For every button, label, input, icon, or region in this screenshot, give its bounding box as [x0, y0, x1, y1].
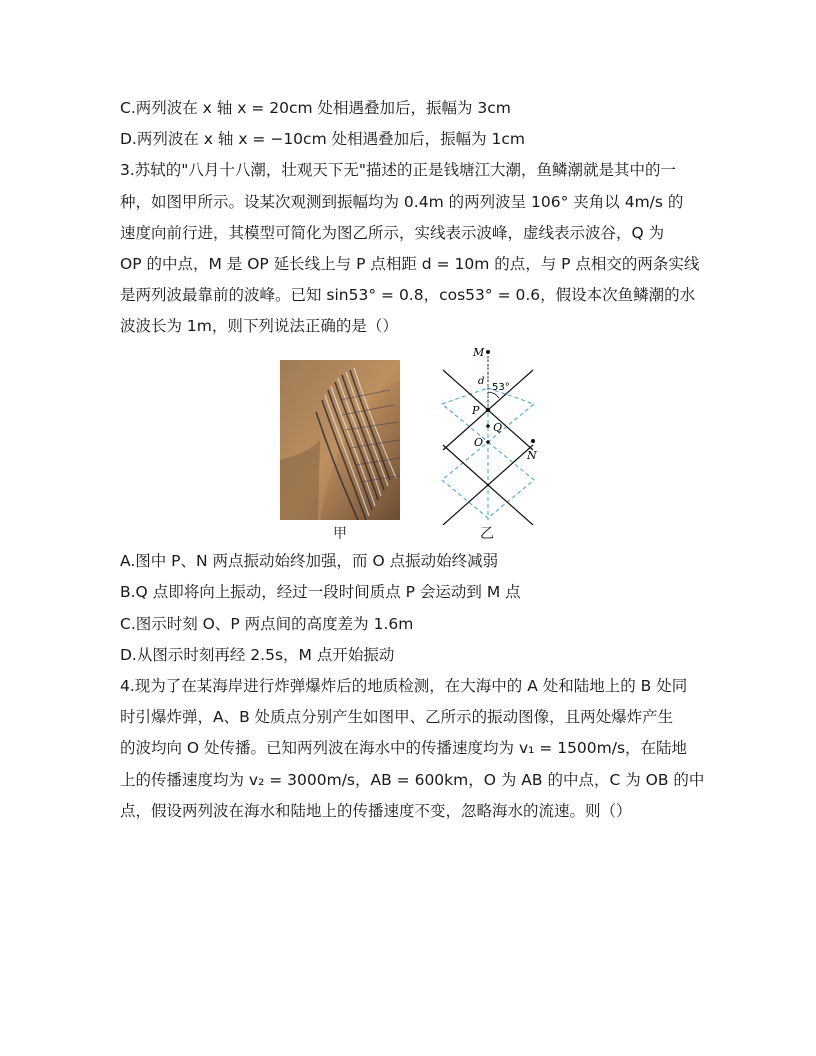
label-m: M — [473, 346, 485, 359]
question-3-line-2: 种，如图甲所示。设某次观测到振幅均为 0.4m 的两列波呈 106° 夹角以 4m/s 的 — [120, 193, 684, 211]
question-3-line-4: OP 的中点，M 是 OP 延长线上与 P 点相距 d = 10m 的点，与 P 点相交的两条实线 — [120, 255, 700, 273]
point-p — [486, 408, 490, 412]
question-4-line-1: 4.现为了在某海岸进行炸弹爆炸后的地质检测，在大海中的 A 处和陆地上的 B 处同 — [120, 677, 688, 695]
question-4-line-2: 时引爆炸弹，A、B 处质点分别产生如图甲、乙所示的振动图像，且两处爆炸产生 — [120, 708, 674, 726]
caption-jia: 甲 — [333, 526, 347, 542]
option-d-prev: D.两列波在 x 轴 x = −10cm 处相遇叠加后，振幅为 1cm — [120, 130, 525, 148]
label-q: Q — [493, 421, 503, 434]
caption-yi: 乙 — [480, 526, 494, 542]
question-4-line-5: 点，假设两列波在海水和陆地上的传播速度不变，忽略海水的流速。则（） — [120, 802, 632, 820]
option-c: C.图示时刻 O、P 两点间的高度差为 1.6m — [120, 615, 414, 633]
question-3-line-3: 速度向前行进，其模型可简化为图乙所示，实线表示波峰，虚线表示波谷，Q 为 — [120, 224, 665, 242]
option-d: D.从图示时刻再经 2.5s，M 点开始振动 — [120, 646, 395, 664]
point-q — [486, 424, 490, 428]
label-d: d — [478, 376, 485, 387]
point-m — [486, 350, 490, 354]
question-3-line-6: 波波长为 1m，则下列说法正确的是（） — [120, 317, 398, 335]
trough-lines — [442, 350, 534, 520]
option-c-prev: C.两列波在 x 轴 x = 20cm 处相遇叠加后，振幅为 3cm — [120, 99, 511, 117]
label-n: N — [527, 449, 537, 462]
question-4-line-4: 上的传播速度均为 v₂ = 3000m/s，AB = 600km，O 为 AB 的中点，C 为 OB 的中 — [120, 771, 705, 789]
label-o: O — [474, 436, 484, 449]
label-p: P — [472, 404, 480, 417]
fish-scale-tide-photo — [280, 360, 400, 520]
point-o — [486, 440, 490, 444]
option-b: B.Q 点即将向上振动，经过一段时间质点 P 会运动到 M 点 — [120, 583, 521, 601]
point-n — [531, 439, 535, 443]
question-3-line-1: 3.苏轼的"八月十八潮，壮观天下无"描述的正是钱塘江大潮，鱼鳞潮就是其中的一 — [120, 161, 677, 179]
question-3-figure — [278, 340, 548, 545]
question-4-line-3: 的波均向 O 处传播。已知两列波在海水中的传播速度均为 v₁ = 1500m/s，在陆地 — [120, 739, 688, 757]
wave-diagram — [433, 340, 548, 525]
label-angle: 53° — [492, 382, 510, 393]
option-a: A.图中 P、N 两点振动始终加强，而 O 点振动始终减弱 — [120, 552, 499, 570]
question-3-line-5: 是两列波最靠前的波峰。已知 sin53° = 0.8，cos53° = 0.6，假设本次鱼鳞潮的水 — [120, 286, 696, 304]
